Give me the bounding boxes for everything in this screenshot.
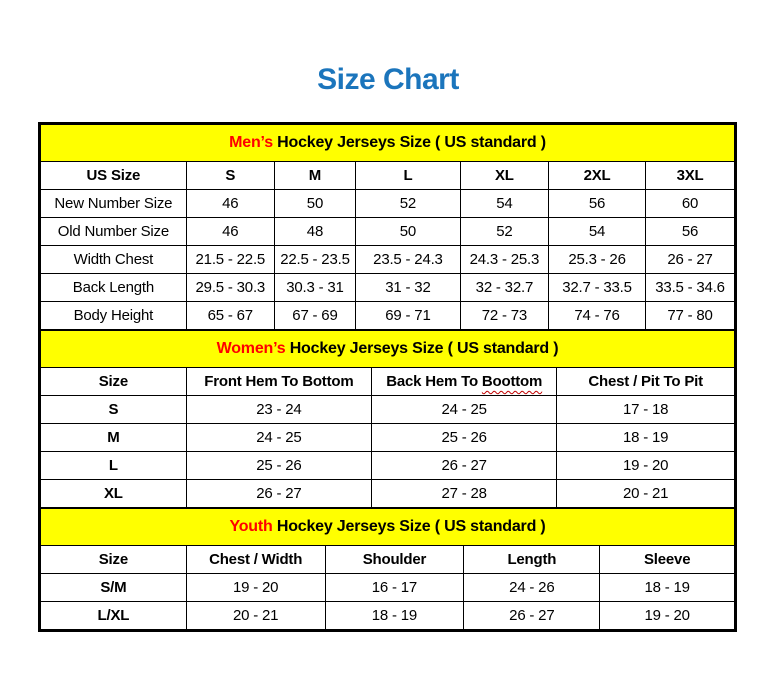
column-header: Chest / Width (186, 546, 325, 574)
size-cell: 69 - 71 (356, 302, 461, 330)
size-cell: 56 (548, 190, 645, 218)
size-cell: 17 - 18 (557, 396, 735, 424)
size-cell: 33.5 - 34.6 (646, 274, 735, 302)
row-label: L/XL (41, 602, 187, 630)
size-cell: 50 (274, 190, 355, 218)
row-label: S (41, 396, 187, 424)
womens-band-title (41, 331, 735, 368)
size-cell: 56 (646, 218, 735, 246)
table-row (41, 218, 735, 246)
size-cell: 18 - 19 (325, 602, 464, 630)
size-cell: 23 - 24 (186, 396, 371, 424)
size-cell: 22.5 - 23.5 (274, 246, 355, 274)
size-cell: 46 (186, 190, 274, 218)
size-cell: 26 - 27 (372, 452, 557, 480)
row-label: Body Height (41, 302, 187, 330)
column-header: Size (41, 368, 187, 396)
mens-band-highlight: Men’s (229, 134, 273, 151)
row-label: M (41, 424, 187, 452)
size-cell: 54 (548, 218, 645, 246)
row-label: L (41, 452, 187, 480)
youth-band-title (41, 509, 735, 546)
column-header: Sleeve (600, 546, 735, 574)
size-cell: 26 - 27 (464, 602, 600, 630)
size-cell: 52 (460, 218, 548, 246)
table-row (41, 452, 735, 480)
size-cell: 48 (274, 218, 355, 246)
size-cell: 18 - 19 (557, 424, 735, 452)
column-header: Front Hem To Bottom (186, 368, 371, 396)
column-header: 2XL (548, 162, 645, 190)
size-cell: 30.3 - 31 (274, 274, 355, 302)
column-header: Shoulder (325, 546, 464, 574)
size-cell: 50 (356, 218, 461, 246)
size-cell: 52 (356, 190, 461, 218)
size-cell: 24 - 25 (372, 396, 557, 424)
size-cell: 72 - 73 (460, 302, 548, 330)
column-header: US Size (41, 162, 187, 190)
size-cell: 77 - 80 (646, 302, 735, 330)
row-label: Back Length (41, 274, 187, 302)
size-cell: 20 - 21 (557, 480, 735, 508)
youth-section-band (41, 509, 735, 546)
size-cell: 21.5 - 22.5 (186, 246, 274, 274)
column-header-text: Back Hem To (386, 373, 482, 390)
table-row (41, 190, 735, 218)
size-cell: 25.3 - 26 (548, 246, 645, 274)
page-title: Size Chart (317, 63, 459, 96)
size-cell: 19 - 20 (186, 574, 325, 602)
column-header: M (274, 162, 355, 190)
column-header: Size (41, 546, 187, 574)
column-header: Chest / Pit To Pit (557, 368, 735, 396)
womens-header-row (41, 368, 735, 396)
column-header: 3XL (646, 162, 735, 190)
size-cell: 32.7 - 33.5 (548, 274, 645, 302)
youth-band-rest: Hockey Jerseys Size ( US standard ) (272, 518, 546, 535)
row-label: New Number Size (41, 190, 187, 218)
size-cell: 24.3 - 25.3 (460, 246, 548, 274)
size-cell: 46 (186, 218, 274, 246)
table-row (41, 274, 735, 302)
table-row (41, 246, 735, 274)
size-cell: 26 - 27 (186, 480, 371, 508)
size-cell: 65 - 67 (186, 302, 274, 330)
table-row (41, 302, 735, 330)
mens-section-band (41, 125, 735, 162)
youth-band-highlight: Youth (229, 518, 273, 535)
table-row (41, 574, 735, 602)
size-cell: 27 - 28 (372, 480, 557, 508)
size-cell: 74 - 76 (548, 302, 645, 330)
size-cell: 32 - 32.7 (460, 274, 548, 302)
size-cell: 18 - 19 (600, 574, 735, 602)
size-cell: 19 - 20 (557, 452, 735, 480)
table-row (41, 480, 735, 508)
mens-band-rest: Hockey Jerseys Size ( US standard ) (272, 134, 546, 151)
column-header: XL (460, 162, 548, 190)
row-label: S/M (41, 574, 187, 602)
womens-band-highlight: Women’s (216, 340, 286, 357)
row-label: XL (41, 480, 187, 508)
row-label: Old Number Size (41, 218, 187, 246)
size-cell: 25 - 26 (372, 424, 557, 452)
size-cell: 20 - 21 (186, 602, 325, 630)
table-row (41, 396, 735, 424)
table-row (41, 602, 735, 630)
size-cell: 25 - 26 (186, 452, 371, 480)
size-cell: 26 - 27 (646, 246, 735, 274)
womens-band-rest: Hockey Jerseys Size ( US standard ) (285, 340, 559, 357)
misspelled-word: Boottom (481, 373, 543, 390)
size-cell: 60 (646, 190, 735, 218)
mens-size-table (40, 124, 735, 330)
size-cell: 67 - 69 (274, 302, 355, 330)
column-header (372, 368, 557, 396)
column-header: L (356, 162, 461, 190)
mens-header-row (41, 162, 735, 190)
youth-header-row (41, 546, 735, 574)
table-row (41, 424, 735, 452)
size-cell: 54 (460, 190, 548, 218)
row-label: Width Chest (41, 246, 187, 274)
size-cell: 29.5 - 30.3 (186, 274, 274, 302)
column-header: S (186, 162, 274, 190)
column-header: Length (464, 546, 600, 574)
mens-band-title (41, 125, 735, 162)
womens-size-table (40, 330, 735, 508)
womens-section-band (41, 331, 735, 368)
size-cell: 31 - 32 (356, 274, 461, 302)
size-cell: 24 - 25 (186, 424, 371, 452)
youth-size-table (40, 508, 735, 630)
size-cell: 23.5 - 24.3 (356, 246, 461, 274)
size-cell: 24 - 26 (464, 574, 600, 602)
size-chart-container (38, 122, 737, 632)
size-cell: 19 - 20 (600, 602, 735, 630)
size-cell: 16 - 17 (325, 574, 464, 602)
